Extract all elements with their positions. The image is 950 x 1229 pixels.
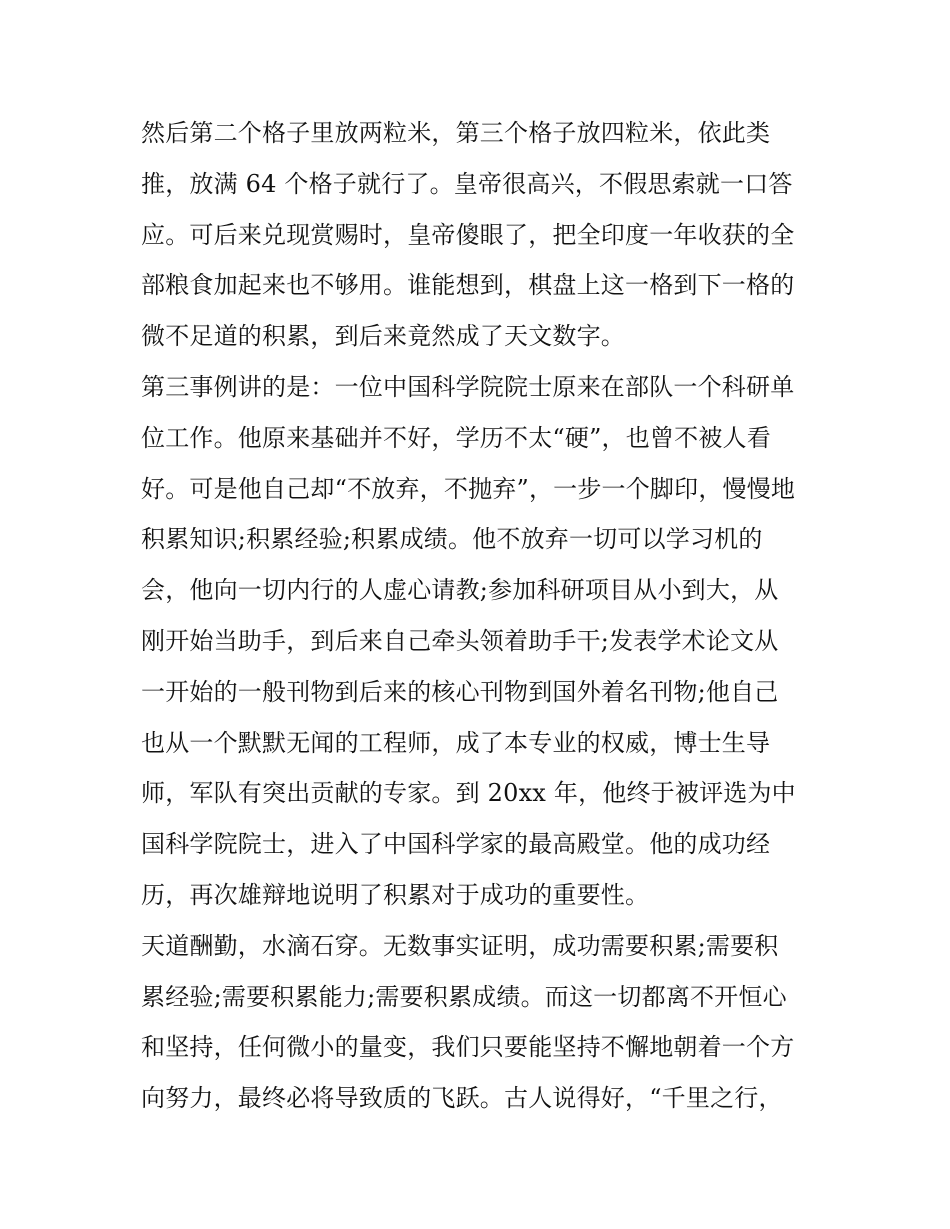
body-text [141,108,821,1124]
text-line: 和坚持，任何微小的量变，我们只要能坚持不懈地朝着一个方 [141,1033,795,1062]
text-line: 部粮食加起来也不够用。谁能想到，棋盘上这一格到下一格的 [141,271,795,300]
text-line: 国科学院院士，进入了中国科学家的最高殿堂。他的成功经 [141,830,771,859]
text-line: 累经验;需要积累能力;需要积累成绩。而这一切都离不开恒心 [141,982,787,1011]
text-line: 天道酬勤，水滴石穿。无数事实证明，成功需要积累;需要积 [141,931,779,960]
text-line: 推，放满 64 个格子就行了。皇帝很高兴，不假思索就一口答 [141,169,793,198]
text-line: 微不足道的积累，到后来竟然成了天文数字。 [141,322,625,351]
text-line: 应。可后来兑现赏赐时，皇帝傻眼了，把全印度一年收获的全 [141,220,795,249]
text-line: 然后第二个格子里放两粒米，第三个格子放四粒米，依此类 [141,119,771,147]
text-line: 向努力，最终必将导致质的飞跃。古人说得好，“千里之行， [141,1084,783,1113]
text-line: 位工作。他原来基础并不好，学历不太“硬”，也曾不被人看 [141,423,771,452]
text-line: 刚开始当助手，到后来自己牵头领着助手干;发表学术论文从 [141,626,779,655]
text-line: 会，他向一切内行的人虚心请教;参加科研项目从小到大，从 [141,576,779,605]
text-line: 好。可是他自己却“不放弃，不抛弃”，一步一个脚印，慢慢地 [141,474,796,503]
text-line: 第三事例讲的是：一位中国科学院院士原来在部队一个科研单 [141,372,795,401]
text-line: 师，军队有突出贡献的专家。到 20xx 年，他终于被评选为中 [141,779,796,808]
text-line: 历，再次雄辩地说明了积累对于成功的重要性。 [141,880,650,909]
text-line: 积累知识;积累经验;积累成绩。他不放弃一切可以学习机的 [141,525,763,554]
text-line: 一开始的一般刊物到后来的核心刊物到国外着名刊物;他自己 [141,677,779,706]
text-line: 也从一个默默无闻的工程师，成了本专业的权威，博士生导 [141,728,771,757]
